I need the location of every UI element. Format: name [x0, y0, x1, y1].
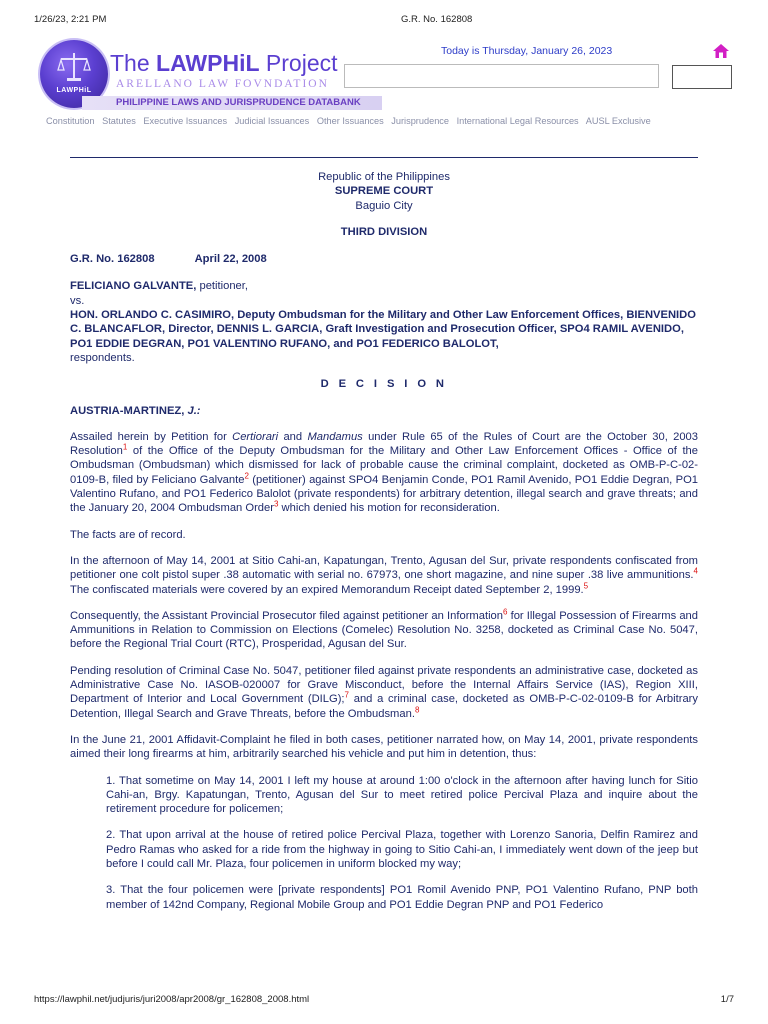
- decision-document: [70, 170, 698, 912]
- footnote-ref-8[interactable]: 8: [414, 704, 420, 714]
- decision-heading: D E C I S I O N: [320, 378, 448, 391]
- ponente-title: J.:: [184, 404, 201, 417]
- text-span: of the Office of the Deputy Ombudsman for the Military and Other Law Enforcement Offices - Office of the Ombudsman (Ombudsman) which dismissed for lack of probable cause the criminal complaint, docketed as OMB-P-C-02-0109-B, filed by Feliciano Galvante: [70, 445, 698, 486]
- print-date: 1/26/23, 2:21 PM: [34, 14, 107, 25]
- foundation-name: ARELLANO LAW FOVNDATION: [116, 78, 329, 90]
- brand-prefix: The: [110, 50, 157, 76]
- nav-item-ausl-exclusive[interactable]: AUSL Exclusive: [585, 116, 651, 126]
- division: THIRD DIVISION: [340, 225, 428, 238]
- footnote-ref-4[interactable]: 4: [693, 566, 698, 576]
- text-span: In the afternoon of May 14, 2001 at Sitio Cahi-an, Kapatungan, Trento, Agusan del Sur, private respondents confiscated from petitioner one colt pistol super .38 automatic with serial no. 67973, one short magazine, and nine super .38 live ammunitions.: [70, 554, 698, 582]
- text-span: Pending resolution of Criminal Case No. 5047, petitioner filed against private respondents an administrative case, docketed as Administrative Case No. IASOB-020007 for Grave Misconduct, before the Internal Affairs Service (IAS), Region XIII, Department of Interior and Local Government (DILG);: [70, 664, 698, 706]
- paragraph-4: [70, 609, 698, 652]
- text-span: Consequently, the Assistant Provincial Prosecutor filed against petitioner an Information: [70, 609, 503, 622]
- page-count: 1/7: [720, 994, 734, 1005]
- today-date: Today is Thursday, January 26, 2023: [441, 45, 613, 57]
- text-span: Assailed herein by Petition for: [70, 430, 233, 443]
- footnote-ref-3[interactable]: 3: [273, 499, 279, 509]
- text-span: The confiscated materials were covered by an expired Memorandum Receipt dated September 2, 1999.: [70, 583, 584, 596]
- scales-of-justice-icon: [56, 50, 92, 84]
- ponente-name: AUSTRIA-MARTINEZ,: [70, 404, 185, 417]
- text-span: under Rule 65 of the Rules of Court are the October 30, 2003 Resolution: [70, 430, 698, 458]
- site-title[interactable]: [110, 50, 338, 77]
- paragraph-6: In the June 21, 2001 Affidavit-Complaint he filed in both cases, petitioner narrated how, on May 14, 2001, private respondents aimed their long firearms at him, arbitrarily searched his vehicle and put him in detention, thus:: [70, 733, 698, 761]
- paragraph-3: [70, 554, 698, 597]
- text-span: for Illegal Possession of Firearms and Ammunitions in Relation to Commission on Elections (Comelec) Resolution No. 3258, docketed as Criminal Case No. 5047, before the Regional Trial Court (RTC), Prosperidad, Agusan del Sur.: [70, 609, 698, 651]
- text-span: Certiorari: [232, 430, 279, 443]
- petitioner-role: petitioner,: [196, 280, 248, 293]
- divider: [70, 157, 698, 158]
- home-icon[interactable]: [712, 43, 730, 59]
- paragraph-2: The facts are of record.: [70, 528, 186, 541]
- respondents-role: respondents.: [70, 351, 135, 364]
- footnote-ref-2[interactable]: 2: [244, 471, 249, 481]
- gr-number: G.R. No. 162808: [70, 253, 155, 266]
- nav-item-constitution[interactable]: Constitution: [46, 116, 95, 126]
- text-span: (petitioner) against SPO4 Benjamin Conde, PO1 Ramil Avenido, PO1 Eddie Degran, PO1 Valentino Rufano, and PO1 Federico Balolot (private respondents) for arbitrary detention, illegal search and grave threats; and the January 20, 2004 Ombudsman Order: [70, 473, 698, 515]
- page-url: https://lawphil.net/judjuris/juri2008/apr2008/gr_162808_2008.html: [34, 994, 310, 1005]
- print-title: G.R. No. 162808: [401, 14, 473, 25]
- brand-name: LAWPHiL: [156, 50, 260, 76]
- petitioner-line: [70, 279, 698, 293]
- footnote-ref-1[interactable]: 1: [122, 442, 128, 452]
- search-button[interactable]: [672, 65, 732, 89]
- quote-1: 1. That sometime on May 14, 2001 I left my house at around 1:00 o'clock in the afternoon after having lunch for Sitio Cahi-an, Brgy. Kapatungan, Trento, Agusan del Sur to meet retired police Percival Plaza and inquire about the retirement procedure for policemen;: [106, 774, 698, 816]
- footnote-ref-7[interactable]: 7: [344, 690, 349, 700]
- nav-item-executive-issuances[interactable]: Executive Issuances: [143, 116, 228, 126]
- quote-2: 2. That upon arrival at the house of retired police Percival Plaza, together with Lorenzo Sanoria, Delfin Ramirez and Pedro Ramas who asked for a ride from the highway in going to Sitio Cahi-an, I immediately went down of the jeep but before I could call Mr. Plaza, four policemen in uniform blocked my way;: [106, 829, 698, 870]
- logo-text: LAWPHiL: [56, 87, 92, 94]
- case-number-line: [70, 252, 698, 266]
- court-name: SUPREME COURT: [334, 185, 434, 198]
- text-span: which denied his motion for reconsideration.: [278, 502, 500, 515]
- footnote-ref-5[interactable]: 5: [583, 580, 589, 590]
- text-span: and a criminal case, docketed as OMB-P-C-02-0109-B for Arbitrary Detention, Illegal Search and Grave Threats, before the Ombudsman.: [70, 693, 698, 720]
- brand-suffix: Project: [259, 50, 338, 76]
- nav-item-other-issuances[interactable]: Other Issuances: [316, 116, 384, 126]
- main-nav: [46, 116, 736, 126]
- search-input[interactable]: [344, 64, 659, 88]
- footnote-ref-6[interactable]: 6: [503, 607, 508, 617]
- nav-item-international-legal-resources[interactable]: International Legal Resources: [456, 116, 579, 126]
- ponente: [70, 404, 698, 418]
- petitioner-name: FELICIANO GALVANTE,: [70, 280, 197, 293]
- text-span: and: [278, 430, 308, 443]
- paragraph-1: [70, 430, 698, 516]
- nav-item-statutes[interactable]: Statutes: [102, 116, 136, 126]
- nav-item-jurisprudence[interactable]: Jurisprudence: [391, 116, 450, 126]
- republic-line: Republic of the Philippines: [318, 171, 450, 183]
- tagline: PHILIPPINE LAWS AND JURISPRUDENCE DATABANK: [82, 96, 382, 110]
- respondents-names: HON. ORLANDO C. CASIMIRO, Deputy Ombudsman for the Military and Other Law Enforcement Offices, BIENVENIDO C. BLANCAFLOR, Director, DENNIS L. GARCIA, Graft Investigation and Prosecution Officer, SPO4 RAMIL AVENIDO, PO1 EDDIE DEGRAN, PO1 VALENTINO RUFANO, and PO1 FEDERICO BALOLOT,: [70, 309, 696, 350]
- paragraph-5: [70, 664, 698, 721]
- gr-date: April 22, 2008: [194, 253, 267, 266]
- text-span: Mandamus: [307, 430, 363, 443]
- court-city: Baguio City: [355, 199, 413, 212]
- versus: vs.: [70, 294, 85, 307]
- quote-3: 3. That the four policemen were [private respondents] PO1 Romil Avenido PNP, PO1 Valentino Rufano, PNP both member of 142nd Company, Regional Mobile Group and PO1 Eddie Degran PNP and PO1 Federico: [106, 884, 698, 911]
- nav-item-judicial-issuances[interactable]: Judicial Issuances: [234, 116, 310, 126]
